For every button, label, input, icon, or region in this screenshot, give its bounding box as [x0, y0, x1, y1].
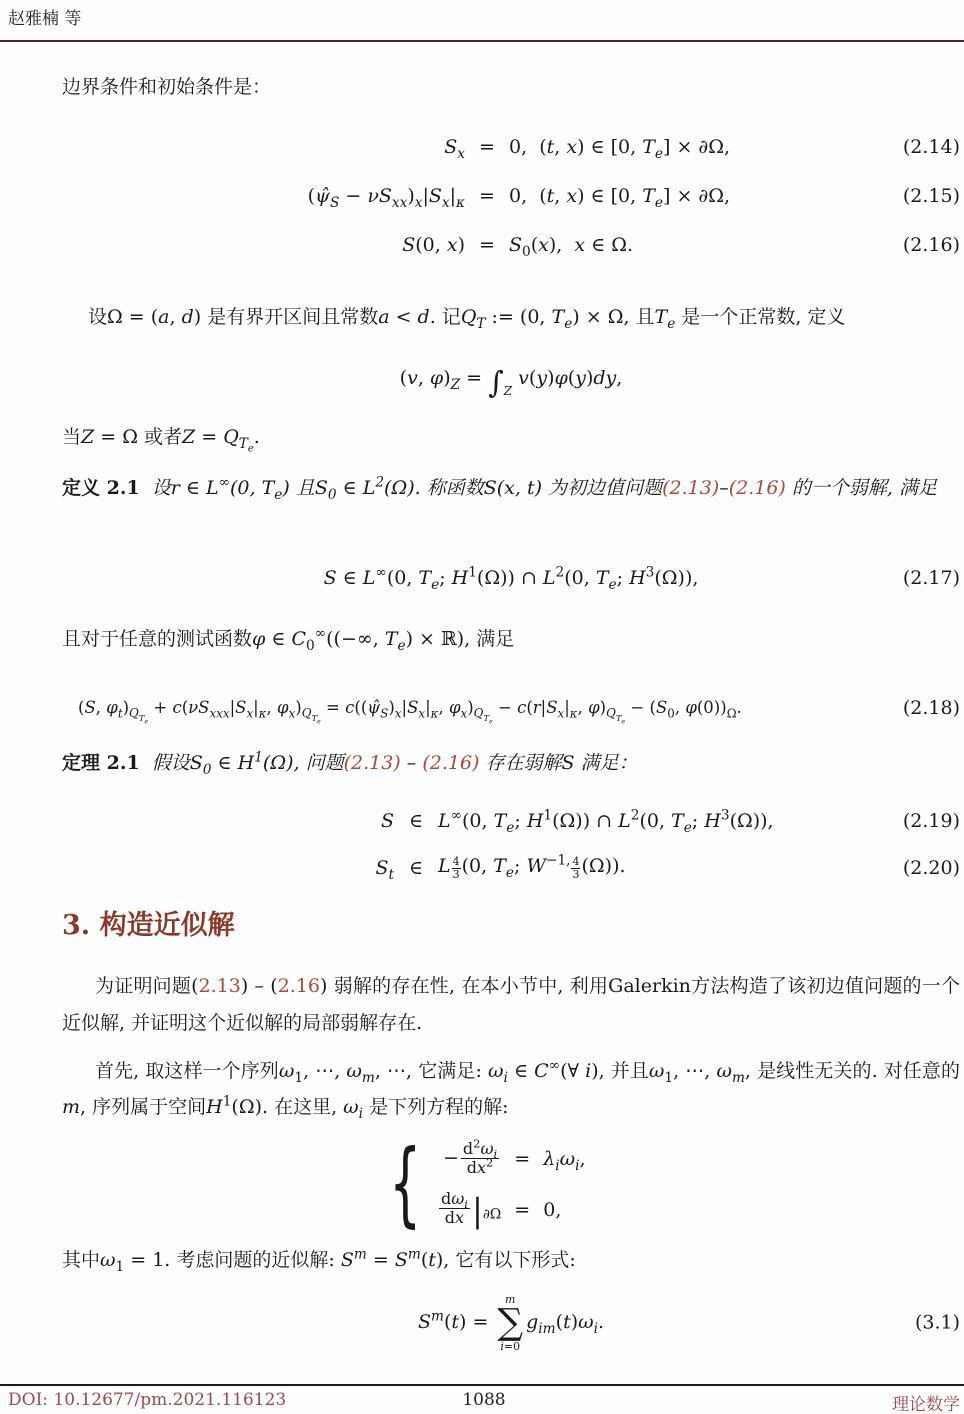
theorem-label: 定理 2.1: [62, 752, 140, 774]
eigenvalue-system: [62, 1130, 960, 1238]
equals-sign: =: [479, 233, 495, 256]
equation-2.16-rhs: $S_0(x)$, x ∈ Ω.: [509, 233, 634, 260]
paragraph-when-z: 当Z = Ω 或者$Z = Q_{T_e}$.: [62, 426, 260, 455]
section3-p1-pre: 为证明问题(: [95, 975, 199, 997]
eq-ref-2.16[interactable]: 2.16: [277, 975, 321, 997]
equation-number-2.19: (2.19): [902, 809, 960, 832]
equals-sign: =: [479, 135, 495, 158]
equation-2.16-lhs: S(0, x): [402, 233, 465, 256]
system-row1-lhs: − $\frac{d^2\omega_i}{dx^2}$: [443, 1136, 498, 1178]
equation-2.14-rhs: 0, (t, x) ∈ [0, $T_e] \times \partial\Omega$,: [509, 135, 731, 162]
section3-paragraph-2: 首先, 取这样一个序列$\omega_1$, ⋯, $\omega_m$, ⋯, 它满足: $\omega_i$ ∈ C∞(∀ i), 并且$\omega_1$, ⋯, $\omega_m$, 是线性无关的. 对任意的m, 序列属于空间$H^1(\Omega)$. 在这里, $\omega_i$ 是下列方程的解:: [62, 1057, 960, 1122]
equation-2.20-lhs: $S_t$: [375, 856, 394, 883]
section3-p1-mid: ) – (: [240, 975, 278, 997]
running-header: [8, 4, 81, 29]
eq-ref-2.13[interactable]: (2.13): [662, 477, 720, 499]
eq-ref-2.16[interactable]: (2.16): [422, 752, 480, 774]
section-3-heading: 3. 构造近似解: [62, 910, 235, 941]
system-row1-rhs: $\lambda_i\omega_i$,: [543, 1147, 586, 1174]
page-footer: [8, 1390, 960, 1414]
paragraph-boundary-intro: 边界条件和初始条件是：: [62, 76, 272, 98]
equals-sign: =: [514, 1198, 531, 1221]
theorem-2.1: [62, 745, 960, 781]
definition-2.1: [62, 470, 960, 506]
paragraph-test-function: 且对于任意的测试函数φ ∈ $C_0^\infty((-\infty$, $T_e$) × ℝ), 满足: [62, 625, 515, 654]
left-brace: {: [389, 1130, 422, 1238]
equation-number-3.1: (3.1): [914, 1311, 960, 1333]
equation-number-2.16: (2.16): [902, 233, 960, 256]
definition-ref-separator: –: [719, 477, 729, 499]
system-row2-rhs: 0,: [543, 1198, 562, 1221]
journal-name: 理论数学: [892, 1395, 960, 1414]
page-number: 1088: [462, 1390, 506, 1410]
equation-2.18-formula: (S, $\varphi_t)_{Q_{T_e}} + c(\nu S_{xxx}|S_x|_\kappa$, $\varphi_x)_{Q_{T_e}}$ = $c((\psî_S)_x|S_x|_\kappa$, $\varphi_x)_{Q_{T_e}} - c(r|S_x|_\kappa$, $\varphi)_{Q_{T_e}} - (S_0$, $\varphi(0))_\Omega$.: [78, 698, 742, 726]
theorem-text-pre: 假设$S_0$ ∈ $H^1(\Omega)$, 问题: [151, 749, 344, 778]
equation-number-2.18: (2.18): [902, 697, 960, 719]
equation-2.15-lhs: $(\psî_S - \nu S_{xx})_x|S_x|_\kappa$: [307, 184, 465, 211]
doi-link[interactable]: DOI: 10.12677/pm.2021.116123: [8, 1390, 287, 1410]
footer-rule: [0, 1384, 964, 1386]
section3-paragraph-1: [62, 968, 960, 1042]
equation-number-2.15: (2.15): [902, 184, 960, 207]
theorem-ref-separator: –: [400, 752, 423, 774]
equation-2.15-rhs: 0, (t, x) ∈ [0, $T_e] \times \partial\Omega$,: [509, 184, 731, 211]
paragraph-domain-definition: 设Ω = (a, d) 是有界开区间且常数a < d. 记$Q_T$ := (0, $T_e) \times \Omega$, 且$T_e$ 是一个正常数, 定义: [88, 306, 846, 332]
eq-ref-2.13[interactable]: 2.13: [198, 975, 241, 997]
eq-ref-2.13[interactable]: (2.13): [343, 752, 401, 774]
equation-2.14: [62, 122, 960, 171]
equation-number-2.17: (2.17): [902, 567, 960, 589]
equation-inner-product: [62, 352, 960, 409]
section3-p1-post: ) 弱解的存在性, 在本小节中, 利用Galerkin方法构造了该初边值问题的一个近似解, 并证明这个近似解的局部弱解存在.: [62, 975, 961, 1034]
definition-label: 定义 2.1: [62, 477, 140, 499]
equation-3.1-formula: $S^m(t)$ = m ∑ i=0 $g_{im}(t)\omega_i$.: [417, 1292, 605, 1354]
eq-ref-2.16[interactable]: (2.16): [728, 477, 786, 499]
theorem-text-post: 存在弱解S 满足：: [479, 752, 638, 774]
equation-2.18: [62, 688, 960, 728]
equation-number-2.20: (2.20): [902, 856, 960, 879]
equation-group-regularity: [62, 797, 960, 891]
system-row2-lhs: $d\omega_i$ dx $|_{\partial\Omega}$: [440, 1188, 502, 1230]
inner-product-formula: (v, $\varphi)_Z = \int_Z$ v(y)φ(y)dy,: [399, 365, 623, 401]
element-of-sign: ∈: [408, 809, 424, 832]
definition-text-pre: 设r ∈ L∞(0, $T_e$) 且$S_0$ ∈ $L^2(\Omega)$. 称函数S(x, t) 为初边值问题: [151, 474, 663, 503]
equation-2.20: [62, 844, 960, 891]
element-of-sign: ∈: [408, 856, 424, 879]
equation-2.17-formula: S ∈ L∞(0, $T_e$; $H^1(\Omega)$) ∩ $L^2(0$, $T_e$; $H^3(\Omega)$),: [323, 564, 699, 593]
equation-2.19-rhs: L∞(0, $T_e$; $H^1(\Omega)$) ∩ $L^2(0$, $T_e$; $H^3(\Omega)$),: [438, 807, 774, 836]
section3-paragraph-3: 其中$\omega_1 = 1$. 考虑问题的近似解: $S^m = S^m(t)$, 它有以下形式:: [62, 1246, 576, 1275]
equation-2.15: [62, 171, 960, 220]
equation-3.1: [62, 1285, 960, 1360]
equation-2.16: [62, 220, 960, 269]
header-rule: [0, 40, 964, 42]
equation-2.14-lhs: $S_x$: [444, 135, 465, 162]
equation-group-boundary-conditions: [62, 122, 960, 269]
equals-sign: =: [479, 184, 495, 207]
equation-2.20-rhs: L $\frac{4}{3}$ (0, $T_e$; $W^{-1,}$ $\frac{4}{3}$ (Ω)).: [438, 852, 626, 881]
definition-text-post: 的一个弱解, 满足: [785, 477, 937, 499]
equation-2.19-lhs: S: [380, 809, 394, 832]
equals-sign: =: [514, 1147, 531, 1170]
running-header-author: 赵雅楠 等: [8, 9, 82, 29]
equation-2.19: [62, 797, 960, 844]
equation-2.17: [62, 558, 960, 598]
equation-number-2.14: (2.14): [902, 135, 960, 158]
